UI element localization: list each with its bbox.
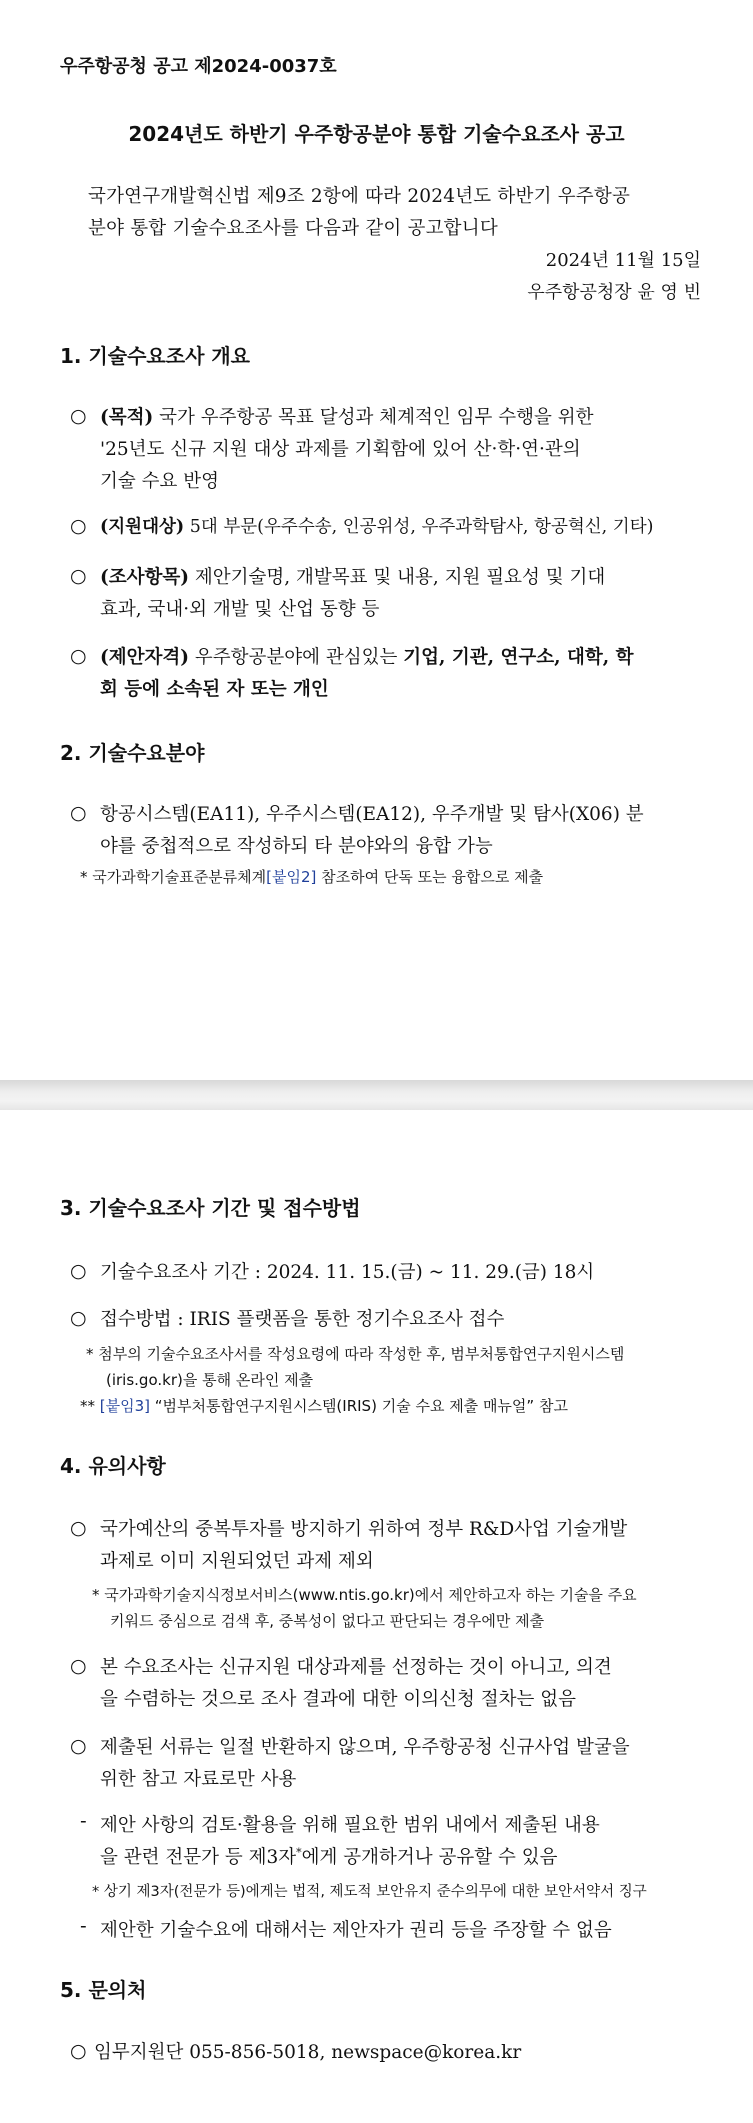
dash-marker: - bbox=[80, 1811, 87, 1832]
bullet-circle-icon: ○ bbox=[70, 802, 87, 824]
eligibility-label: (제안자격) bbox=[100, 647, 189, 668]
caution-1-line-2: 과제로 이미 지원되었던 과제 제외 bbox=[100, 1551, 374, 1572]
method-note-2 bbox=[80, 1395, 568, 1416]
section-4-heading: 4. 유의사항 bbox=[60, 1454, 166, 1478]
field-line-1: 항공시스템(EA11), 우주시스템(EA12), 우주개발 및 탐사(X06) 분 bbox=[100, 804, 644, 825]
bullet-circle-icon: ○ bbox=[70, 1655, 87, 1677]
overview-purpose bbox=[100, 403, 593, 429]
field-note-suffix: 참조하여 단독 또는 융합으로 제출 bbox=[316, 868, 544, 886]
notice-number: 우주항공청 공고 제2024-0037호 bbox=[60, 56, 337, 77]
caution-5: 제안한 기술수요에 대해서는 제안자가 권리 등을 주장할 수 없음 bbox=[100, 1920, 612, 1941]
overview-eligibility bbox=[100, 643, 633, 669]
survey-period: 기술수요조사 기간 : 2024. 11. 15.(금) ~ 11. 29.(금) 18시 bbox=[100, 1262, 595, 1283]
page-separator bbox=[0, 1080, 753, 1110]
eligibility-pre: 우주항공분야에 관심있는 bbox=[194, 647, 404, 668]
caution-3-line-1: 제출된 서류는 일절 반환하지 않으며, 우주항공청 신규사업 발굴을 bbox=[100, 1737, 630, 1758]
method-note-2-prefix: ** bbox=[80, 1397, 100, 1415]
field-line-2: 야를 중첩적으로 작성하되 타 분야와의 융합 가능 bbox=[100, 836, 493, 857]
caution-4-line-2 bbox=[100, 1843, 558, 1869]
caution-4-line-2b: 에게 공개하거나 공유할 수 있음 bbox=[301, 1847, 558, 1868]
caution-2-line-2: 을 수렴하는 것으로 조사 결과에 대한 이의신청 절차는 없음 bbox=[100, 1689, 576, 1710]
signatory: 우주항공청장 윤 영 빈 bbox=[527, 282, 701, 303]
bullet-circle-icon: ○ bbox=[70, 405, 87, 427]
bullet-circle-icon: ○ bbox=[70, 565, 87, 587]
bullet-circle-icon: ○ bbox=[70, 1517, 87, 1539]
caution-3-line-2: 위한 참고 자료로만 사용 bbox=[100, 1769, 297, 1790]
intro-line-1: 국가연구개발혁신법 제9조 2항에 따라 2024년도 하반기 우주항공 bbox=[88, 186, 631, 207]
method-note-2-suffix: “범부처통합연구지원시스템(IRIS) 기술 수요 제출 매뉴얼” 참고 bbox=[150, 1397, 568, 1415]
overview-items bbox=[100, 563, 605, 589]
bullet-circle-icon: ○ bbox=[70, 515, 87, 537]
submission-method: 접수방법 : IRIS 플랫폼을 통한 정기수요조사 접수 bbox=[100, 1309, 505, 1330]
bullet-circle-icon: ○ bbox=[70, 1735, 87, 1757]
document-page-2 bbox=[0, 1110, 753, 2123]
contact-info: 임무지원단 055-856-5018, newspace@korea.kr bbox=[94, 2042, 522, 2063]
caution-4-note: * 상기 제3자(전문가 등)에게는 법적, 제도적 보안유지 준수의무에 대한 보안서약서 징구 bbox=[92, 1884, 647, 1900]
section-5-heading: 5. 문의처 bbox=[60, 1978, 147, 2002]
purpose-label: (목적) bbox=[100, 407, 154, 428]
eligibility-line-2: 회 등에 소속된 자 또는 개인 bbox=[100, 679, 329, 700]
section-1-heading: 1. 기술수요조사 개요 bbox=[60, 344, 250, 368]
items-label: (조사항목) bbox=[100, 567, 189, 588]
purpose-line-3: 기술 수요 반영 bbox=[100, 471, 219, 492]
section-2-heading: 2. 기술수요분야 bbox=[60, 741, 205, 765]
caution-2-line-1: 본 수요조사는 신규지원 대상과제를 선정하는 것이 아니고, 의견 bbox=[100, 1657, 612, 1678]
caution-1-note-line-1: * 국가과학기술지식정보서비스(www.ntis.go.kr)에서 제안하고자 하는 기술을 주요 bbox=[92, 1586, 637, 1604]
purpose-line-1: 국가 우주항공 목표 달성과 체계적인 임무 수행을 위한 bbox=[159, 407, 594, 428]
document-title: 2024년도 하반기 우주항공분야 통합 기술수요조사 공고 bbox=[128, 122, 625, 146]
attachment-2-link: [붙임2] bbox=[266, 868, 317, 886]
notice-date: 2024년 11월 15일 bbox=[545, 250, 701, 271]
eligibility-bold: 기업, 기관, 연구소, 대학, 학 bbox=[403, 647, 634, 668]
intro-line-2: 분야 통합 기술수요조사를 다음과 같이 공고합니다 bbox=[88, 218, 498, 239]
target-line-1: 5대 부문(우주수송, 인공위성, 우주과학탐사, 항공혁신, 기타) bbox=[189, 517, 654, 537]
method-note-line-2: (iris.go.kr)을 통해 온라인 제출 bbox=[106, 1371, 314, 1389]
items-line-1: 제안기술명, 개발목표 및 내용, 지원 필요성 및 기대 bbox=[194, 567, 606, 588]
bullet-circle-icon: ○ bbox=[70, 2040, 87, 2062]
field-note-prefix: * 국가과학기술표준분류체계 bbox=[80, 868, 267, 886]
method-note-line-1: * 첨부의 기술수요조사서를 작성요령에 따라 작성한 후, 범부처통합연구지원시스템 bbox=[86, 1345, 625, 1363]
caution-4-line-2a: 을 관련 전문가 등 제3자 bbox=[100, 1847, 297, 1868]
items-line-2: 효과, 국내·외 개발 및 산업 동향 등 bbox=[100, 599, 380, 620]
bullet-circle-icon: ○ bbox=[70, 1307, 87, 1329]
purpose-line-2: '25년도 신규 지원 대상 과제를 기획함에 있어 산·학·연·관의 bbox=[100, 439, 581, 460]
field-note bbox=[80, 866, 543, 887]
caution-1-note-line-2: 키워드 중심으로 검색 후, 중복성이 없다고 판단되는 경우에만 제출 bbox=[110, 1612, 545, 1630]
caution-1-line-1: 국가예산의 중복투자를 방지하기 위하여 정부 R&D사업 기술개발 bbox=[100, 1519, 628, 1540]
bullet-circle-icon: ○ bbox=[70, 645, 87, 667]
caution-4-line-1: 제안 사항의 검토·활용을 위해 필요한 범위 내에서 제출된 내용 bbox=[100, 1815, 600, 1836]
target-label: (지원대상) bbox=[100, 517, 185, 537]
section-3-heading: 3. 기술수요조사 기간 및 접수방법 bbox=[60, 1196, 361, 1220]
footnote-mark: * bbox=[296, 1845, 302, 1859]
dash-marker: - bbox=[80, 1916, 87, 1937]
overview-target bbox=[100, 513, 653, 538]
attachment-3-link: [붙임3] bbox=[99, 1397, 151, 1415]
bullet-circle-icon: ○ bbox=[70, 1260, 87, 1282]
